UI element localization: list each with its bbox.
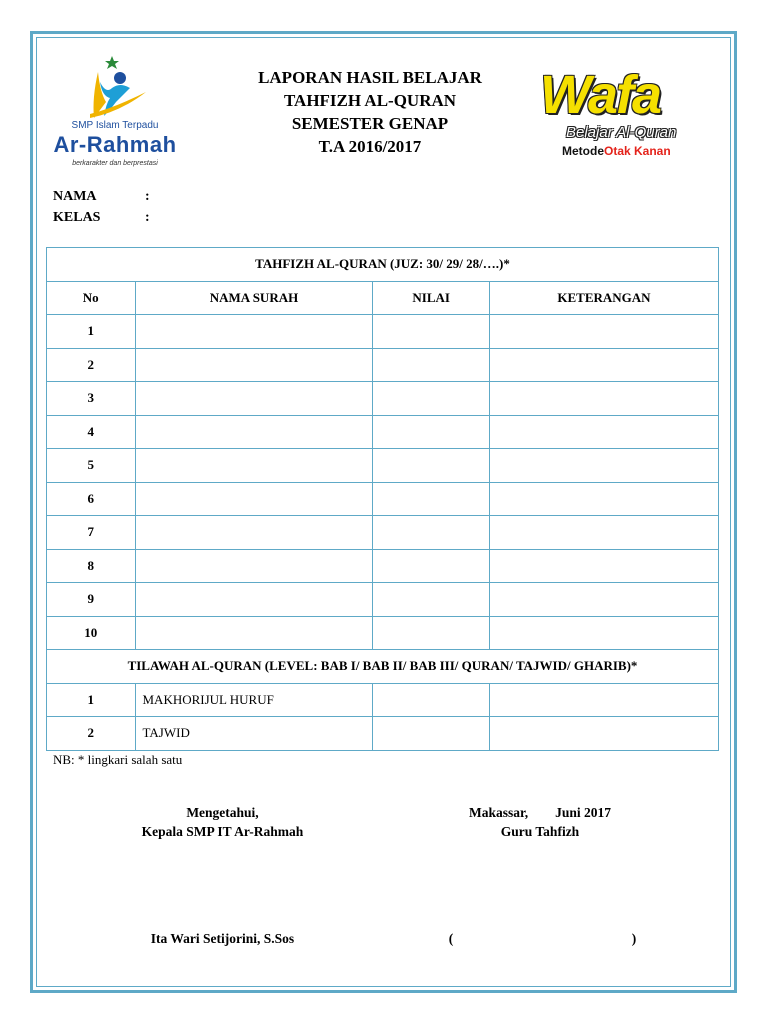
table-row	[47, 549, 719, 583]
surah-cell[interactable]	[135, 482, 373, 516]
nilai-cell[interactable]	[373, 348, 489, 382]
row-number: 9	[47, 583, 136, 617]
school-logo-small-text: SMP Islam Terpadu	[71, 120, 159, 131]
kelas-label: KELAS	[53, 210, 101, 225]
tahfizh-title: TAHFIZH AL-QURAN (JUZ: 30/ 29/ 28/….)*	[47, 248, 719, 282]
row-number: 4	[47, 415, 136, 449]
school-logo	[50, 52, 180, 172]
report-table	[46, 247, 719, 751]
row-number: 5	[47, 449, 136, 483]
school-logo-tagline: berkarakter dan berprestasi	[72, 160, 158, 167]
header-no: No	[47, 281, 136, 315]
keterangan-cell[interactable]	[489, 516, 718, 550]
row-number: 1	[47, 683, 136, 717]
table-row	[47, 482, 719, 516]
table-row	[47, 415, 719, 449]
tilawah-title: TILAWAH AL-QURAN (LEVEL: BAB I/ BAB II/ BAB III/ QURAN/ TAJWID/ GHARIB)*	[47, 650, 719, 684]
row-number: 2	[47, 717, 136, 751]
surah-cell[interactable]	[135, 583, 373, 617]
principal-name: Ita Wari Setijorini, S.Sos	[150, 931, 295, 946]
table-row	[47, 449, 719, 483]
header-nama-surah: NAMA SURAH	[135, 281, 373, 315]
tahfizh-title-row	[47, 248, 719, 282]
signature-left-line-2: Kepala SMP IT Ar-Rahmah	[141, 824, 304, 839]
keterangan-cell[interactable]	[489, 348, 718, 382]
tilawah-item: MAKHORIJUL HURUF	[135, 683, 373, 717]
teacher-name-open-paren: (	[448, 931, 454, 946]
header-nilai: NILAI	[373, 281, 489, 315]
tilawah-row	[47, 717, 719, 751]
keterangan-cell[interactable]	[489, 616, 718, 650]
surah-cell[interactable]	[135, 382, 373, 416]
nilai-cell[interactable]	[373, 449, 489, 483]
table-header-row	[47, 281, 719, 315]
teacher-name-close-paren: )	[631, 931, 637, 946]
table-row	[47, 348, 719, 382]
table-row	[47, 516, 719, 550]
header-line-2: TAHFIZH AL-QURAN	[283, 91, 457, 110]
nilai-cell[interactable]	[373, 549, 489, 583]
surah-cell[interactable]	[135, 616, 373, 650]
surah-cell[interactable]	[135, 415, 373, 449]
keterangan-cell[interactable]	[489, 315, 718, 349]
report-header	[200, 66, 540, 158]
nilai-cell[interactable]	[373, 717, 489, 751]
wafa-logo-method-highlight: Otak Kanan	[604, 144, 671, 158]
keterangan-cell[interactable]	[489, 549, 718, 583]
keterangan-cell[interactable]	[489, 382, 718, 416]
signature-left	[110, 803, 335, 841]
row-number: 8	[47, 549, 136, 583]
row-number: 1	[47, 315, 136, 349]
wafa-logo	[530, 66, 710, 160]
nilai-cell[interactable]	[373, 315, 489, 349]
tilawah-row	[47, 683, 719, 717]
footnote: NB: * lingkari salah satu	[53, 752, 183, 767]
keterangan-cell[interactable]	[489, 717, 718, 751]
table-row	[47, 382, 719, 416]
keterangan-cell[interactable]	[489, 583, 718, 617]
nilai-cell[interactable]	[373, 616, 489, 650]
nilai-cell[interactable]	[373, 683, 489, 717]
keterangan-cell[interactable]	[489, 683, 718, 717]
row-number: 3	[47, 382, 136, 416]
nama-colon: :	[145, 189, 150, 204]
row-number: 6	[47, 482, 136, 516]
nilai-cell[interactable]	[373, 516, 489, 550]
nilai-cell[interactable]	[373, 415, 489, 449]
signature-left-line-1: Mengetahui,	[186, 805, 259, 820]
nilai-cell[interactable]	[373, 583, 489, 617]
wafa-logo-brand: Wafa	[540, 65, 661, 125]
signature-right	[440, 803, 640, 841]
wafa-logo-method-word: Metode	[562, 144, 604, 158]
table-row	[47, 315, 719, 349]
row-number: 10	[47, 616, 136, 650]
table-row	[47, 616, 719, 650]
surah-cell[interactable]	[135, 449, 373, 483]
signature-right-line-1: Makassar, Juni 2017	[468, 805, 612, 820]
surah-cell[interactable]	[135, 315, 373, 349]
keterangan-cell[interactable]	[489, 415, 718, 449]
tilawah-item: TAJWID	[135, 717, 373, 751]
header-line-4: T.A 2016/2017	[318, 137, 422, 156]
header-keterangan: KETERANGAN	[489, 281, 718, 315]
school-emblem-icon	[50, 52, 180, 122]
school-logo-name: Ar-Rahmah	[53, 132, 177, 157]
wafa-logo-method	[562, 144, 671, 158]
surah-cell[interactable]	[135, 516, 373, 550]
nilai-cell[interactable]	[373, 482, 489, 516]
nama-field	[53, 189, 150, 205]
nilai-cell[interactable]	[373, 382, 489, 416]
surah-cell[interactable]	[135, 348, 373, 382]
surah-cell[interactable]	[135, 549, 373, 583]
kelas-colon: :	[145, 210, 150, 225]
nama-label: NAMA	[53, 189, 97, 204]
header-line-3: SEMESTER GENAP	[291, 114, 449, 133]
table-row	[47, 583, 719, 617]
header-line-1: LAPORAN HASIL BELAJAR	[258, 68, 482, 87]
keterangan-cell[interactable]	[489, 482, 718, 516]
keterangan-cell[interactable]	[489, 449, 718, 483]
row-number: 2	[47, 348, 136, 382]
tilawah-title-row	[47, 650, 719, 684]
row-number: 7	[47, 516, 136, 550]
signature-right-line-2: Guru Tahfizh	[500, 824, 580, 839]
wafa-logo-subtitle: Belajar Al-Quran	[566, 124, 677, 141]
kelas-field	[53, 210, 150, 226]
